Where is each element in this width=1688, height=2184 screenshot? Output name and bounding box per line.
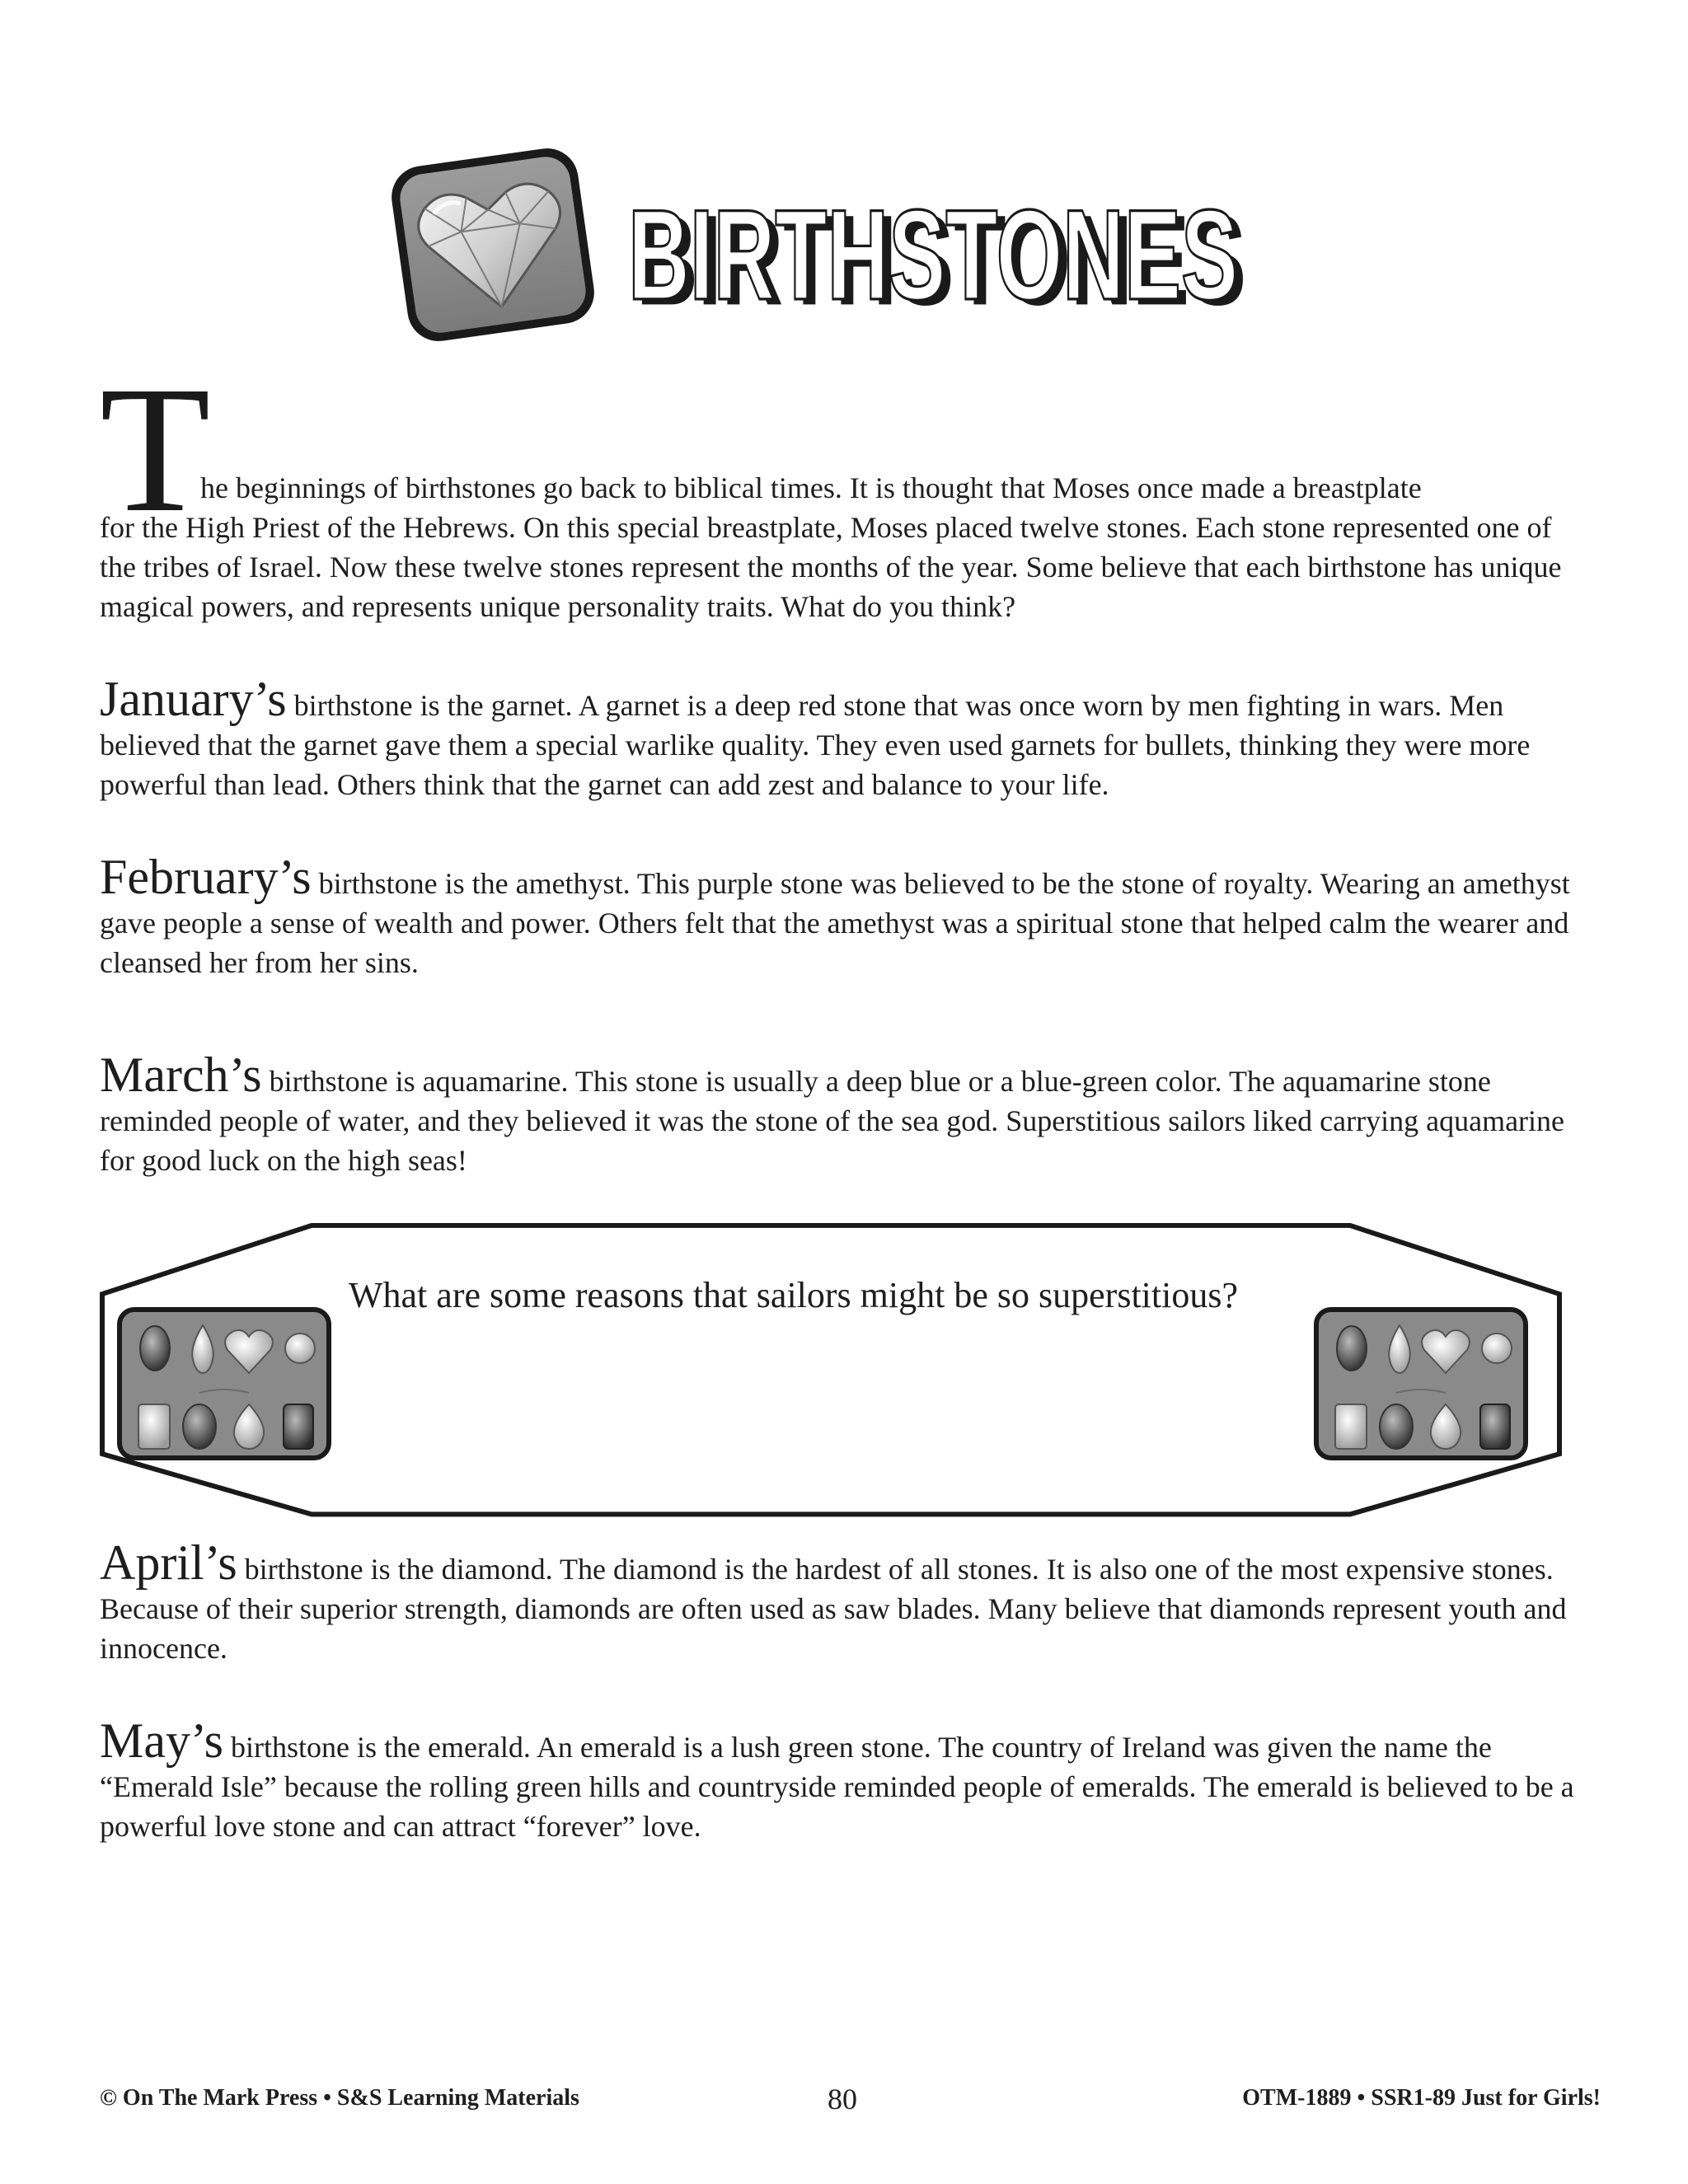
footer-publisher: © On The Mark Press • S&S Learning Materials xyxy=(100,2085,579,2111)
month-text: birthstone is aquamarine. This stone is usually a deep blue or a blue-green color. The aquamarine stone reminded people of water, and they believed it was the stone of the sea god. Superstitious sailors liked carrying aquamarine for good luck on the high seas! xyxy=(100,1065,1565,1177)
question-callout xyxy=(97,1223,1564,1520)
month-heading: January’s xyxy=(100,672,287,726)
january-section xyxy=(100,672,1583,804)
february-section xyxy=(100,850,1583,982)
month-text: birthstone is the emerald. An emerald is a lush green stone. The country of Ireland was given the name the “Emerald Isle” because the rolling green hills and countryside reminded people of emeralds. The emerald is believed to be a powerful love stone and can attract “forever” love. xyxy=(100,1731,1574,1843)
april-section xyxy=(100,1535,1583,1668)
page-title xyxy=(628,190,1254,338)
page-header xyxy=(381,138,1254,351)
page-title-shadow: BIRTHSTONES xyxy=(636,190,1246,332)
gemstones-icon xyxy=(117,1307,331,1460)
month-heading: April’s xyxy=(100,1535,237,1590)
month-text: birthstone is the diamond. The diamond is the hardest of all stones. It is also one of the most expensive stones. Because of their superior strength, diamonds are often used as saw blades. Many believe that diamonds represent youth and innocence. xyxy=(100,1553,1567,1665)
drop-cap: T xyxy=(100,349,211,550)
gemstones-icon xyxy=(1314,1307,1528,1460)
month-heading: March’s xyxy=(100,1047,262,1102)
month-heading: February’s xyxy=(100,850,312,904)
may-section xyxy=(100,1713,1583,1846)
month-heading: May’s xyxy=(100,1713,223,1768)
heart-diamond-icon xyxy=(381,138,605,351)
intro-paragraph: for the High Priest of the Hebrews. On this special breastplate, Moses placed twelve stones. Each stone represented one of the tribes of Israel. Now these twelve stones represent the months of the year. Some believe that each birthstone has unique magical powers, and represents unique personality traits. What do you think? xyxy=(100,511,1562,623)
month-text: birthstone is the garnet. A garnet is a deep red stone that was once worn by men fighting in wars. Men believed that the garnet gave them a special warlike quality. They even used garnets for bullets, thinking they were more powerful than lead. Others think that the garnet can add zest and balance to your life. xyxy=(100,689,1531,801)
month-text: birthstone is the amethyst. This purple stone was believed to be the stone of royalty. Wearing an amethyst gave people a sense of wealth and power. Others felt that the amethyst was a spiritual stone that helped calm the wearer and cleansed her from her sins. xyxy=(100,867,1570,979)
march-section xyxy=(100,1047,1583,1180)
footer-product-code: OTM-1889 • SSR1-89 Just for Girls! xyxy=(1242,2085,1601,2111)
page-number: 80 xyxy=(828,2083,857,2116)
callout-question: What are some reasons that sailors might be so superstitious? xyxy=(349,1275,1238,1315)
intro-first-line: he beginnings of birthstones go back to biblical times. It is thought that Moses once made a breastplate xyxy=(200,471,1422,504)
page-title-text: BIRTHSTONES xyxy=(628,190,1238,327)
